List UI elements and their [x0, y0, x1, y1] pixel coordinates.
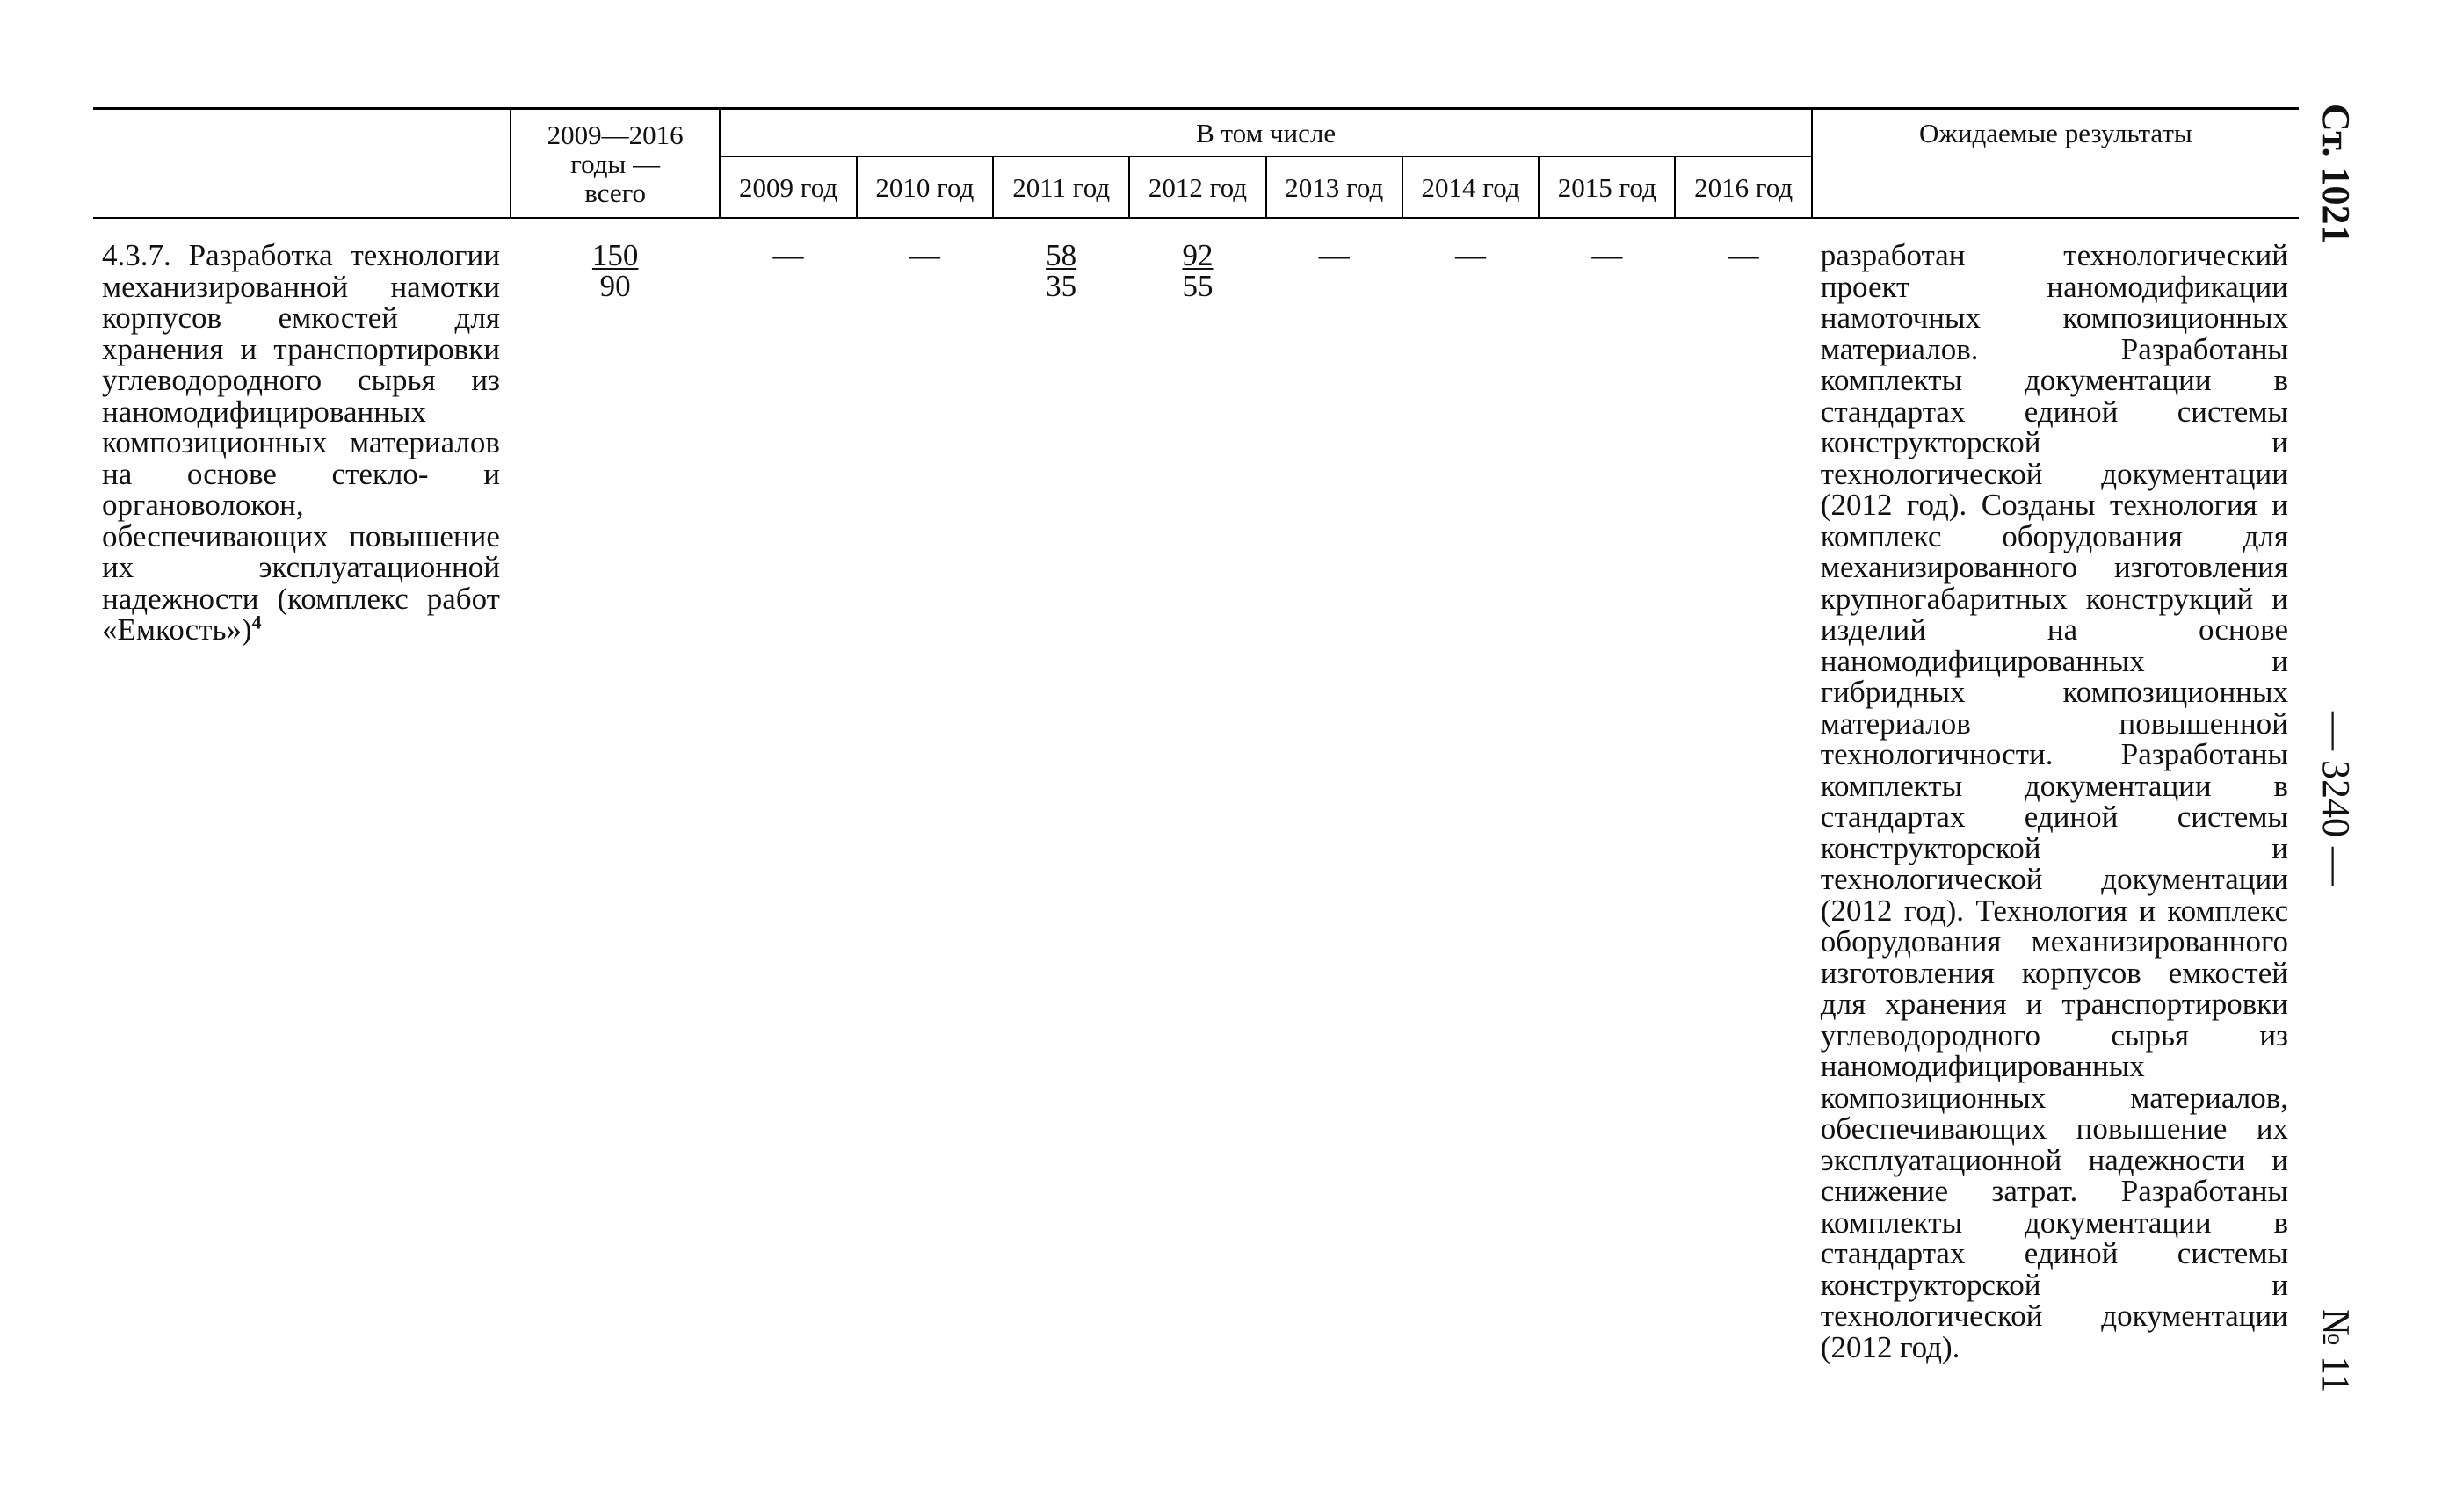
header-total-label: 2009—2016 годы —всего — [547, 119, 684, 208]
total-numerator: 150 — [591, 238, 639, 272]
year-2012-fraction — [1182, 240, 1213, 301]
year-2010-cell: — — [909, 238, 940, 272]
result-cell: разработан технологический проект наномодификации намоточных композиционных материалов. Разработаны комплекты документации в стандартах единой системы конструкторской и технологической документации (2012 год). Созданы технология и комплекс оборудования для механизированного изготовления крупногабаритных конструкций и изделий на основе наномодифицированных и гибридных композиционных материалов повышенной технологичности. Разработаны комплекты документации в стандартах единой системы конструкторской и технологической документации (2012 год). Технология и комплекс оборудования механизированного изготовления корпусов емкостей для хранения и транспортировки углеводородного сырья из наномодифицированных композиционных материалов, обеспечивающих повышение их эксплуатационной надежности и снижение затрат. Разработаны комплекты документации в стандартах единой системы конструкторской и технологической документации (2012 год). — [1820, 238, 2288, 1364]
program-table — [93, 107, 2299, 1363]
year-2011-fraction — [1046, 240, 1076, 301]
header-item — [93, 109, 511, 219]
page-number: — 3240 — — [2315, 712, 2358, 886]
header-including: В том числе — [720, 109, 1811, 157]
header-year-2009: 2009 год — [720, 156, 856, 218]
issue-number: № 11 — [2315, 1309, 2358, 1393]
year-2015-cell: — — [1591, 238, 1623, 272]
year-2011-cell — [993, 218, 1129, 1363]
header-year-2015: 2015 год — [1539, 156, 1675, 218]
total-cell — [511, 218, 720, 1363]
total-fraction — [592, 240, 639, 301]
header-year-2016: 2016 год — [1675, 156, 1811, 218]
header-results — [1812, 109, 2299, 219]
header-year-2011: 2011 год — [993, 156, 1129, 218]
header-year-2012: 2012 год — [1129, 156, 1265, 218]
year-2012-cell — [1129, 218, 1265, 1363]
year-2012-denominator: 55 — [1182, 269, 1214, 303]
header-results-label: Ожидаемые результаты — [1919, 118, 2192, 148]
year-2011-numerator: 58 — [1046, 238, 1077, 272]
item-text: 4.3.7. Разработка технологии механизированной намотки корпусов емкостей для хранения и транспортировки углеводородного сырья из наномодифицированных композиционных материалов на основе стекло- и органоволокон, обеспечивающих повышение их эксплуатационной надежности (комплекс работ «Емкость») — [102, 238, 500, 647]
header-year-2014: 2014 год — [1402, 156, 1539, 218]
header-year-2013: 2013 год — [1266, 156, 1402, 218]
page-reference: Ст. 1021 — [2315, 104, 2358, 244]
year-2011-denominator: 35 — [1046, 269, 1077, 303]
header-total — [511, 109, 720, 219]
total-denominator: 90 — [599, 269, 631, 303]
year-2009-cell: — — [772, 238, 804, 272]
year-2013-cell: — — [1318, 238, 1350, 272]
footnote-mark: 4 — [251, 611, 262, 633]
item-cell — [93, 218, 511, 1363]
year-2012-numerator: 92 — [1182, 238, 1214, 272]
year-2014-cell: — — [1455, 238, 1487, 272]
table-row — [93, 218, 2299, 1363]
year-2016-cell: — — [1728, 238, 1759, 272]
header-year-2010: 2010 год — [857, 156, 993, 218]
